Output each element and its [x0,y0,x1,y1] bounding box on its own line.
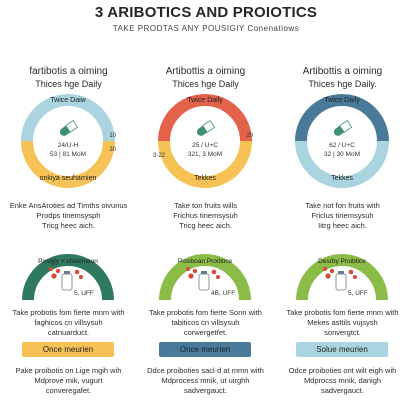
food-description [137,366,274,396]
arch-label: Posiboan Proibtice [177,258,233,265]
guide-column [0,0,137,412]
probiotic-arch [18,240,118,302]
ring-top-label: Twice Daily [187,97,223,104]
description-line: Friclus tinemsysuh [311,211,374,220]
ring-center-text [44,141,92,159]
description-line: Take probotis fom fierte Sonn with [149,308,262,317]
description-line: Take ton fruits wills [174,201,237,210]
probiotic-bottle-icon [199,271,209,290]
description-line: Frichus tinemsysuh [173,211,238,220]
ring-bottom-label: onkiya seuharnien [39,175,97,182]
column-heading-line2: Thices hge Daily. [308,79,377,89]
description-line: catnuarduct. [47,328,90,337]
ring-center-line2: 53 | 81 MoM [49,151,86,158]
description-line: faghicos cn villsysuh [34,318,103,327]
ring-center-line1: 25 / U+C [192,142,218,149]
frequency-pill: Once meurien [22,342,114,357]
probiotic-bottle-icon [62,271,72,290]
column-heading [137,66,274,90]
ring-right-number-top: 20 [246,133,253,139]
ring-right-number-top: 10 [109,133,116,139]
frequency-pill: Solue meurien [296,342,388,357]
description-line: converegafet. [45,386,92,395]
arch-center-text: 5, UFF [74,290,94,297]
dosage-ring [292,91,392,191]
description-line: Take probotis fom fierte mnm with [12,308,125,317]
probiotic-arch [292,240,392,302]
description-line: tabiticos cn villsysuh [171,318,240,327]
antibiotic-description [0,201,137,231]
description-line: Take probotis fom fierte mnm with [286,308,399,317]
description-line: Take not fon fruits with [305,201,380,210]
ring-center-line2: 32 | 30 MoM [323,151,360,158]
guide-column [137,0,274,412]
antibiotic-description [274,201,411,231]
description-line: Mdprove mik, vugurt [34,376,103,385]
ring-bottom-label: Tekkes [331,175,353,182]
page-subtitle: TAKE PRODTAS ANY POUSIGIY Conenatiows [112,24,300,33]
column-heading-line2: Thices hge Daily [172,79,239,89]
antibiotic-description [137,201,274,231]
arch-center-text: 4B, UFF [211,290,236,297]
ring-top-label: Twice Daily [324,97,360,104]
description-line: Tricg heec aich. [42,221,95,230]
description-line: Mekes asttils vujsysh [307,318,378,327]
dosage-ring [18,91,118,191]
ring-center-text [318,141,366,159]
description-line: Ddce proiboties sacl·d at mmn with [147,366,264,375]
description-line: Iitrg heec aich. [318,221,367,230]
column-heading-line1: Artibottis a oiming [165,66,246,77]
ring-center-text [181,141,229,159]
probiotic-description [0,308,137,338]
column-heading-line1: Artibottis a oiming [302,66,383,77]
probiotic-arch [155,240,255,302]
description-line: Mdprocss mnik, danigh [303,376,382,385]
description-line: Enke AnsAroties ad Timths oivunus [9,201,128,210]
ring-center-line1: 24/U-H [57,142,79,149]
food-description [274,366,411,396]
page-title: 3 ARIBOTICS AND PROIOTICS [94,4,318,21]
arch-label: Desrby Proibtice [318,258,366,265]
arch-label: Posigly + shesimeon [38,258,98,265]
probiotic-arch-graphic [18,240,118,302]
probiotic-description [137,308,274,338]
probiotic-arch-graphic [155,240,255,302]
column-heading-line2: Thices hge Daily [35,79,102,89]
description-line: Prodps tinemsysph [36,211,101,220]
probiotic-bottle-icon [336,271,346,290]
column-heading [0,66,137,90]
ring-right-number-bottom: 30 [109,147,116,153]
column-heading [274,66,411,90]
ring-bottom-label: Tekkes [194,175,216,182]
description-line: sadvergauct. [321,386,364,395]
description-line: corwergetfet. [183,328,228,337]
description-line: sonvergtct. [324,328,361,337]
probiotic-description [274,308,411,338]
ring-center-line1: 62 / U+C [329,142,355,149]
description-line: sadvergauct. [184,386,227,395]
description-line: Odce proiboties ont wilt eigh wih [288,366,397,375]
ring-left-number: 3·22 [153,153,166,159]
probiotic-arch-graphic [292,240,392,302]
ring-center-line2: 321, 3 MoM [187,151,223,158]
frequency-pill: Once meurien [159,342,251,357]
ring-top-label: Twice Daiw [50,97,86,104]
food-description [0,366,137,396]
guide-column [274,0,411,412]
arch-center-text: 5, UFF [348,290,368,297]
description-line: Tricg heec aich. [179,221,232,230]
description-line: Mdprocess mnik, ut uirghh [161,376,250,385]
column-heading-line1: fartibotis a oiming [29,66,108,77]
dosage-ring [155,91,255,191]
description-line: Pake proibotis on Lige mgih wih [15,366,122,375]
